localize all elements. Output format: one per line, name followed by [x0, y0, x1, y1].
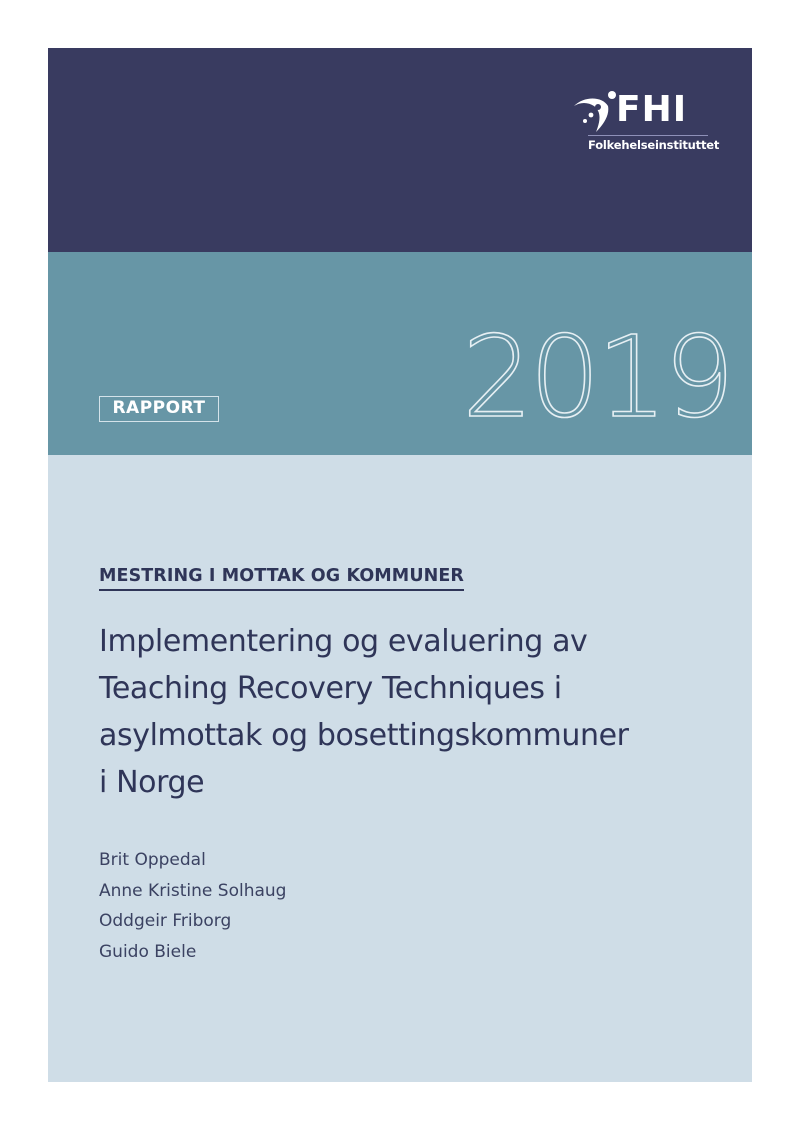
author-name: Guido Biele — [99, 941, 197, 962]
series-title: MESTRING I MOTTAK OG KOMMUNER — [99, 566, 464, 591]
fhi-figure-icon — [572, 90, 616, 134]
title-line: i Norge — [99, 765, 205, 800]
title-line: Implementering og evaluering av — [99, 624, 588, 659]
fhi-logo — [572, 89, 720, 160]
logo-divider — [588, 135, 708, 136]
author-name: Anne Kristine Solhaug — [99, 880, 287, 901]
report-title — [99, 618, 699, 806]
title-line: Teaching Recovery Techniques i — [99, 671, 562, 706]
author-name: Brit Oppedal — [99, 850, 206, 870]
header-band — [48, 48, 752, 252]
author-list — [99, 845, 286, 967]
publication-year: 2019 — [462, 313, 732, 443]
logo-name: Folkehelseinstituttet — [588, 138, 720, 152]
report-type-badge: RAPPORT — [99, 396, 219, 422]
author-name: Oddgeir Friborg — [99, 911, 232, 931]
type-band — [48, 252, 752, 455]
report-cover — [48, 48, 752, 1082]
title-line: asylmottak og bosettingskommuner — [99, 718, 629, 753]
logo-abbreviation: FHI — [616, 89, 688, 130]
